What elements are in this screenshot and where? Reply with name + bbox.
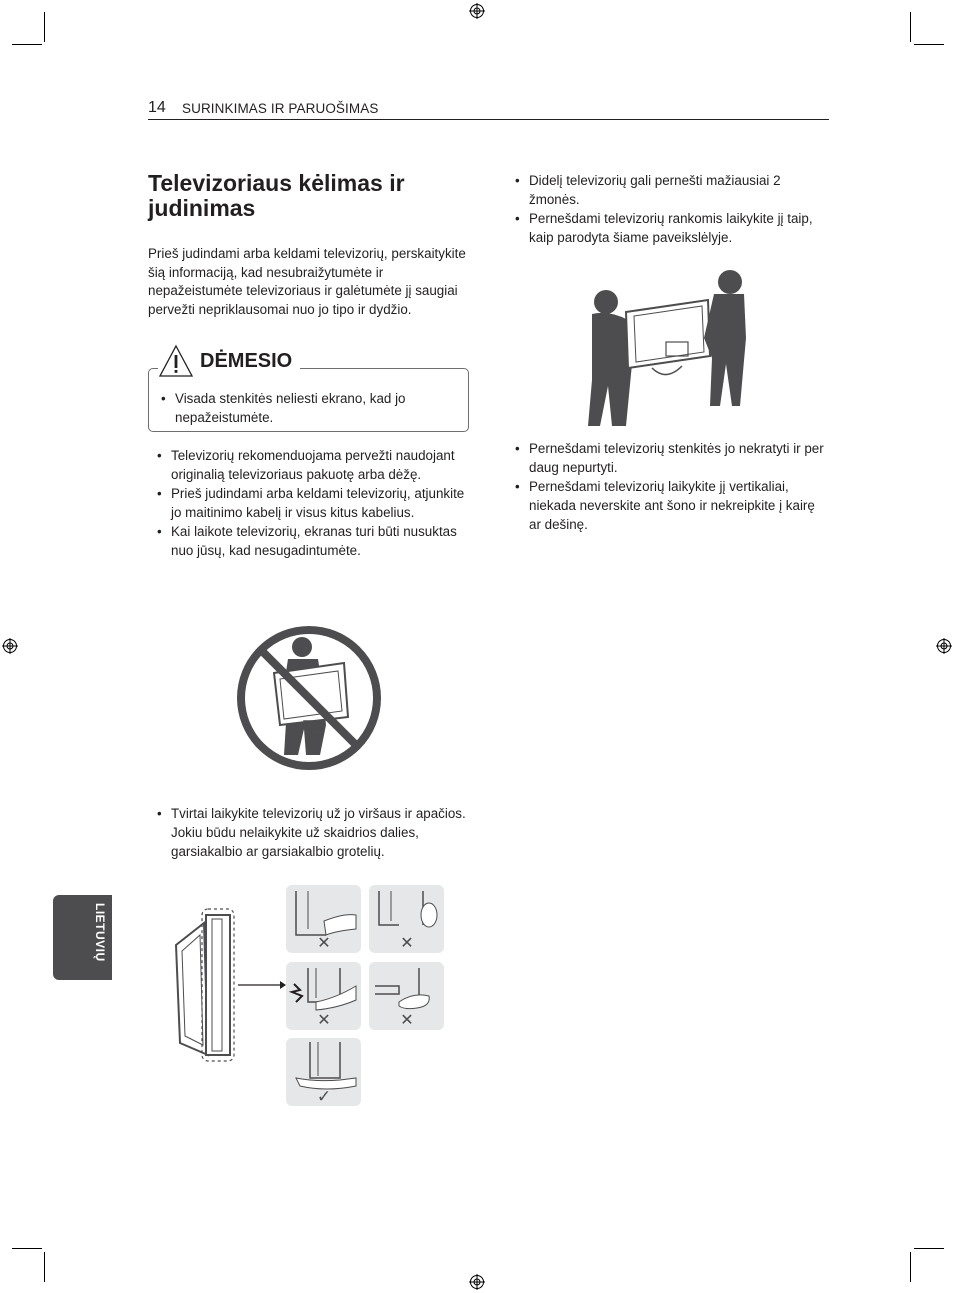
crop-mark	[914, 1248, 944, 1249]
tv-carried	[626, 300, 710, 375]
list-item: • Tvirtai laikykite televizorių už jo viršaus ir apačios. Jokiu būdu nelaikykite už skaidrios dalies, garsiakalbio ar garsiakalbio grotelių.	[157, 804, 473, 861]
svg-text:✕: ✕	[400, 1010, 414, 1029]
caution-label: DĖMESIO	[200, 349, 293, 372]
registration-mark-icon	[469, 3, 485, 19]
list-item: • Visada stenkitės neliesti ekrano, kad jo nepažeistumėte.	[161, 389, 457, 427]
grip-tile-wrong-1	[286, 885, 361, 953]
page-title: Televizoriaus kėlimas ir judinimas	[148, 170, 405, 221]
list-item: • Prieš judindami arba keldami televizorių, atjunkite jo maitinimo kabelį ir visus kitus kabelius.	[157, 484, 473, 522]
crop-mark	[914, 44, 944, 45]
svg-text:✓: ✓	[316, 1087, 332, 1106]
bullet-list-right-2	[515, 439, 827, 534]
svg-text:✕: ✕	[317, 1010, 331, 1029]
language-tab-label: LIETUVIŲ	[93, 903, 107, 962]
list-item: • Kai laikote televizorių, ekranas turi būti nusuktas nuo jūsų, kad nesugadintumėte.	[157, 522, 473, 560]
list-item: • Pernešdami televizorių stenkitės jo nekratyti ir per daug nepurtyti.	[515, 439, 827, 477]
warning-triangle-icon	[158, 344, 194, 378]
person-right-silhouette	[704, 270, 746, 406]
svg-text:✕: ✕	[400, 933, 414, 952]
prohibited-carry-illustration	[236, 625, 382, 771]
crop-mark	[44, 12, 45, 42]
two-person-carry-illustration	[586, 268, 748, 430]
list-item: • Pernešdami televizorių laikykite jį vertikaliai, niekada neverskite ant šono ir nekreipkite į kairę ar dešinę.	[515, 477, 827, 534]
svg-text:✕: ✕	[317, 933, 331, 952]
header-rule	[148, 119, 829, 120]
crop-mark	[910, 1252, 911, 1282]
person-left-silhouette	[588, 290, 632, 426]
list-item: • Televizorių rekomenduojama pervežti naudojant originalią televizoriaus pakuotę arba dėžę.	[157, 446, 473, 484]
caution-header	[158, 344, 300, 378]
grip-tile-wrong-4	[369, 962, 444, 1030]
grip-tile-wrong-3	[286, 962, 361, 1030]
tv-side-illustration	[168, 905, 288, 1065]
crop-mark	[12, 1248, 42, 1249]
crop-mark	[12, 44, 42, 45]
language-tab	[53, 895, 112, 980]
bullet-list-right	[515, 171, 827, 247]
intro-paragraph: Prieš judindami arba keldami televizorių, perskaitykite šią informaciją, kad nesubraižytumėte ir nepažeistumėte televizoriaus ir galėtumėte jį saugiai pervežti nepriklausomai nuo jo tipo ir dydžio.	[148, 246, 466, 317]
bullet-list-left-2	[157, 804, 473, 861]
bullet-list-left	[157, 446, 473, 560]
grip-tile-wrong-2	[369, 885, 444, 953]
page-number: 14	[148, 99, 166, 116]
crop-mark	[44, 1252, 45, 1282]
registration-mark-icon	[936, 638, 952, 654]
crop-mark	[910, 12, 911, 42]
section-title: SURINKIMAS IR PARUOŠIMAS	[182, 101, 379, 116]
registration-mark-icon	[469, 1274, 485, 1290]
caution-list	[161, 389, 457, 427]
list-item: • Didelį televizorių gali pernešti mažiausiai 2 žmonės.	[515, 171, 827, 209]
registration-mark-icon	[2, 638, 18, 654]
list-item: • Pernešdami televizorių rankomis laikykite jį taip, kaip parodyta šiame paveikslėlyje.	[515, 209, 827, 247]
grip-tile-correct	[286, 1038, 361, 1106]
